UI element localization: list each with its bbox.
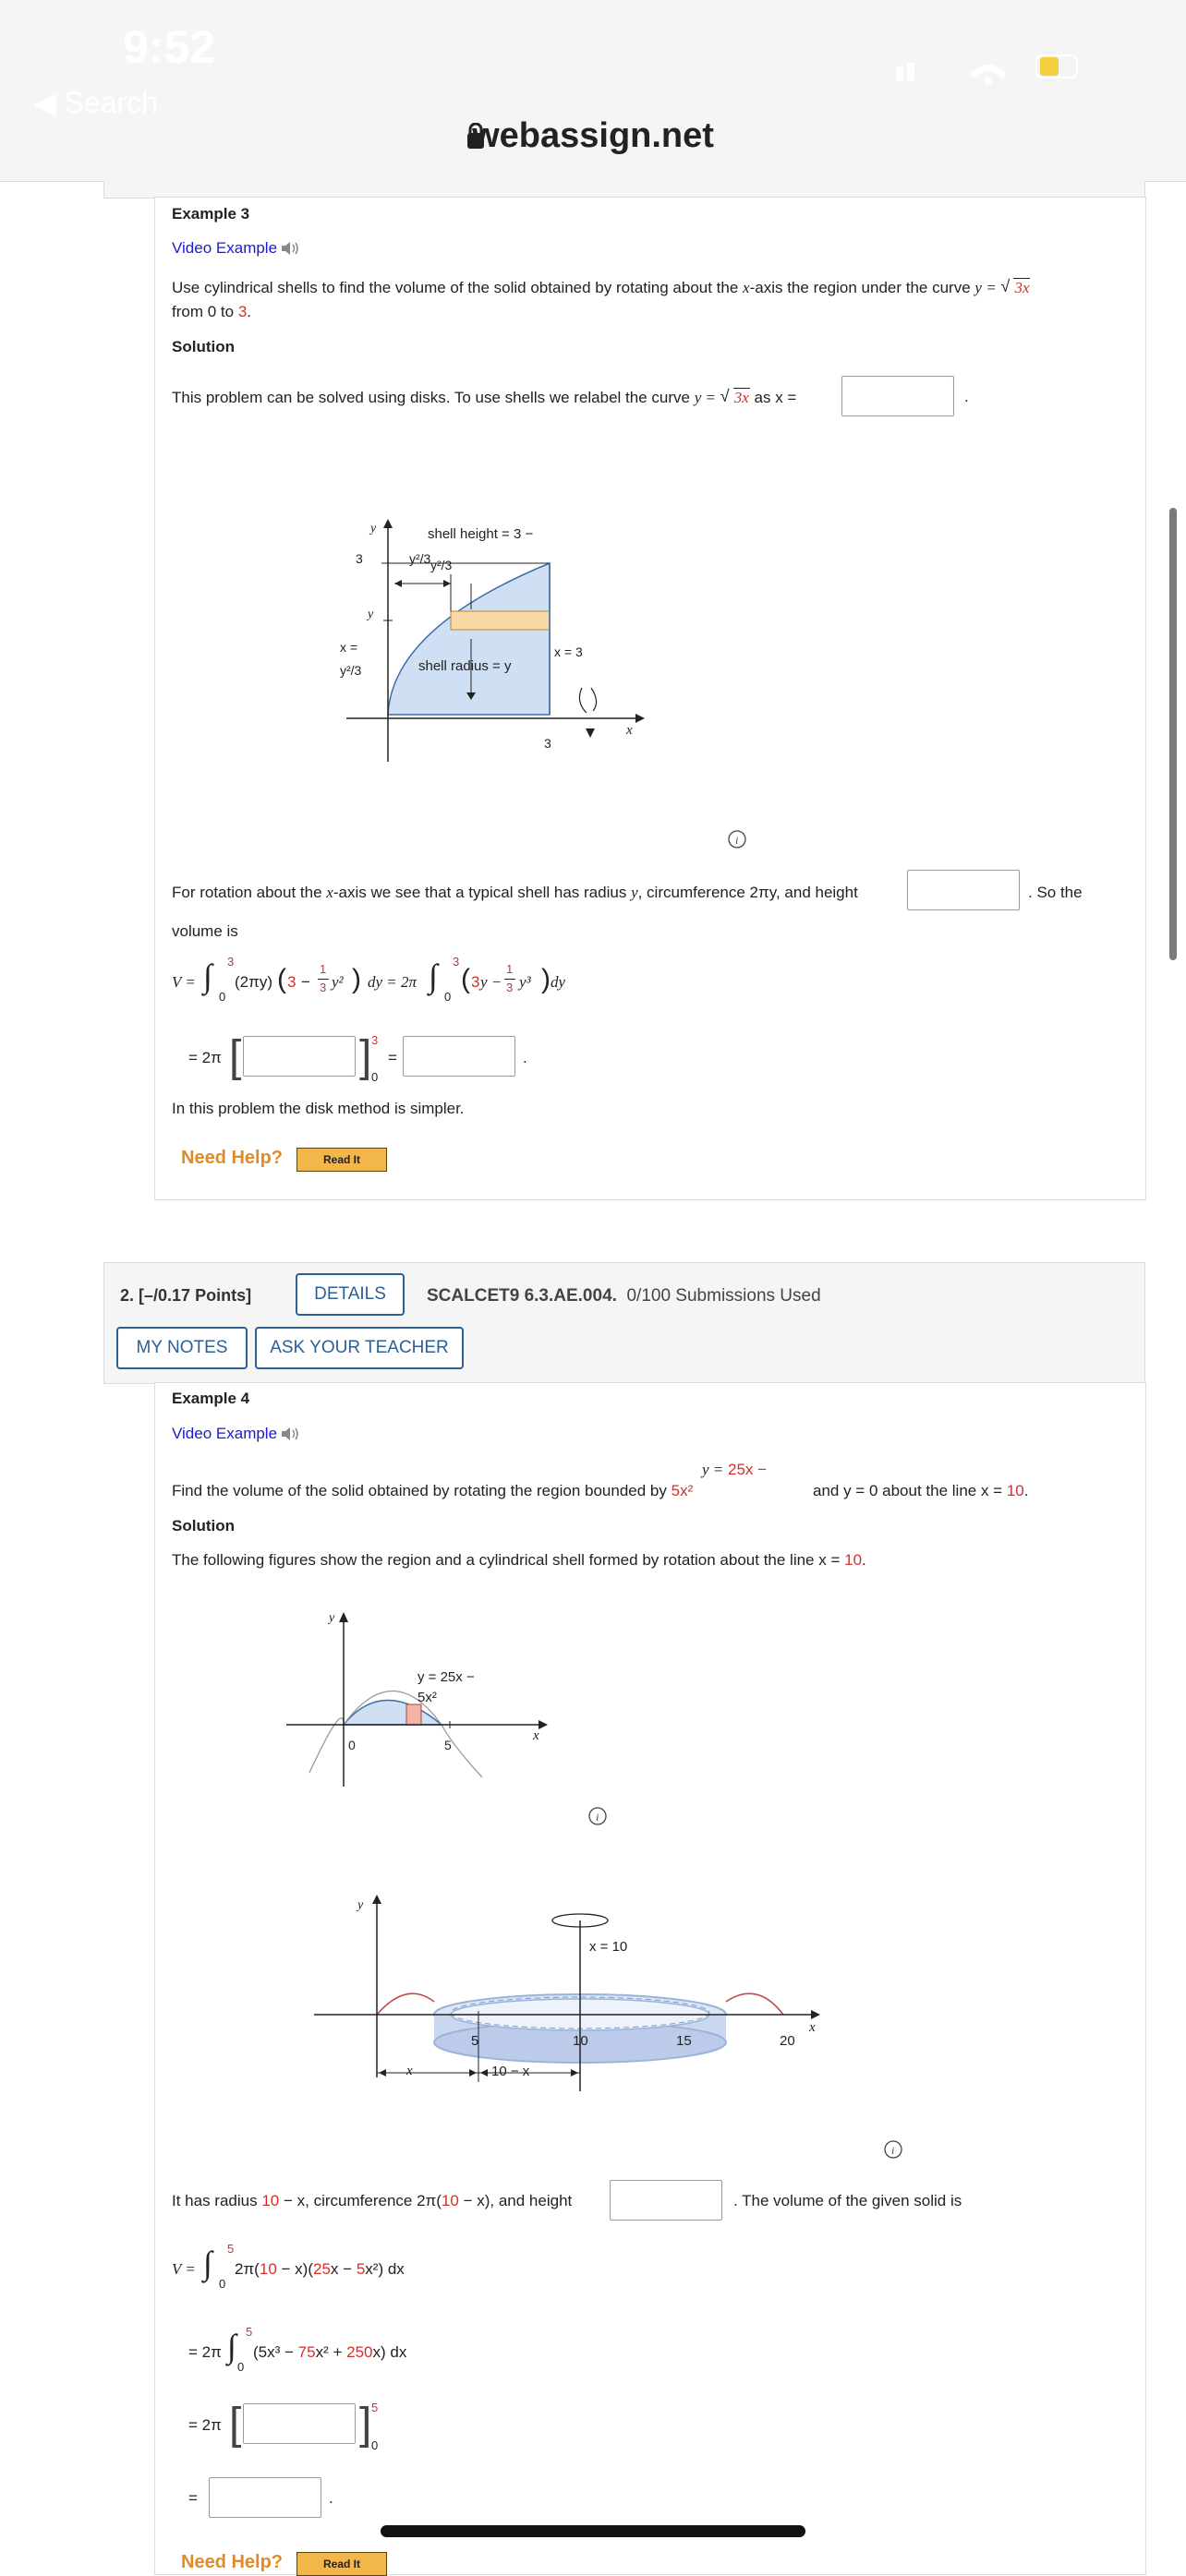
cylindrical-shell-figure xyxy=(305,1893,822,2105)
status-time: 9:52 xyxy=(123,21,216,73)
x-equals-value: y²/3 xyxy=(340,663,362,678)
fig4b-y-axis-label: y xyxy=(357,1898,364,1912)
svg-text:i: i xyxy=(735,834,739,847)
browser-status-bar xyxy=(0,0,1186,182)
answer-input-final-volume[interactable] xyxy=(209,2477,321,2518)
volume-integral-line1: V = ∫ 5 0 2π(10 − x)(25x − 5x²) dx xyxy=(172,2242,405,2291)
fig3-y-tick: y xyxy=(368,608,374,621)
fig4a-y-axis-label: y xyxy=(329,1611,335,1625)
shell-radius-label: shell radius = y xyxy=(418,658,512,674)
solution-heading: Solution xyxy=(172,338,235,355)
distance-label: 10 − x xyxy=(491,2064,530,2079)
status-icons xyxy=(896,54,1136,90)
eval-lower: 0 xyxy=(371,1070,379,1084)
integral-line1: V = ∫ 3 0 (2πy) ( 3 − 1 3 y² ) dy = 2π ∫ 3 0 ( 3 y − 1 3 y³ ) dy xyxy=(172,955,566,1004)
region-figure xyxy=(277,1607,554,1791)
answer-input-shell-height[interactable] xyxy=(907,870,1020,910)
page-url[interactable]: webassign.net xyxy=(472,116,714,155)
read-it-button[interactable]: Read It xyxy=(296,1148,387,1172)
example4-prompt-end: and y = 0 about the line x = 10. xyxy=(813,1482,1029,1499)
info-icon[interactable] xyxy=(883,2139,903,2160)
svg-text:i: i xyxy=(891,2144,895,2157)
fig4b-x-axis-label: x xyxy=(809,2020,816,2035)
info-icon[interactable] xyxy=(727,829,747,849)
shell-height-expression: y²/3 xyxy=(409,551,431,566)
example4-heading: Example 4 xyxy=(172,1390,250,1407)
x-equals-3-label: x = 3 xyxy=(554,644,583,659)
solution-heading-2: Solution xyxy=(172,1517,235,1535)
fig4b-tick-20: 20 xyxy=(780,2033,795,2049)
curve-expression-top: y = 25x − xyxy=(702,1461,768,1478)
small-y-label: y²/3 xyxy=(430,558,453,572)
radius-sentence: It has radius 10 − x, circumference 2π(10 − x), and height xyxy=(172,2192,573,2209)
speaker-icon[interactable] xyxy=(280,1425,302,1443)
read-it-button-2[interactable]: Read It xyxy=(296,2552,387,2576)
fig4b-tick-10: 10 xyxy=(573,2033,588,2049)
disk-sentence: This problem can be solved using disks. To use shells we relabel the curve y = √ 3x as x = xyxy=(172,387,797,406)
example3-prompt-line2: from 0 to 3. xyxy=(172,303,252,320)
back-to-search-link[interactable]: ◀ Search xyxy=(33,86,158,119)
fig4a-curve-label-2: 5x² xyxy=(418,1690,437,1705)
shell-height-label: shell height = 3 − xyxy=(428,526,534,542)
home-indicator[interactable] xyxy=(381,2525,805,2537)
axis-of-rotation-label: x = 10 xyxy=(589,1939,628,1955)
question-code-line: SCALCET9 6.3.AE.004. 0/100 Submissions Used xyxy=(427,1286,821,1306)
fig3-y-axis-label: y xyxy=(370,522,377,536)
example4-prompt: Find the volume of the solid obtained by rotating the region bounded by 5x² xyxy=(172,1482,694,1499)
fig3-x-axis-label: x xyxy=(626,723,633,738)
need-help-label: Need Help? xyxy=(181,1148,284,1168)
info-icon[interactable] xyxy=(587,1806,608,1826)
volume-eval-lower: 0 xyxy=(371,2438,379,2452)
volume-is-text: volume is xyxy=(172,922,238,940)
answer-input-antiderivative[interactable] xyxy=(243,1036,356,1077)
answer-input-volume[interactable] xyxy=(403,1036,515,1077)
volume-eval-upper: 5 xyxy=(371,2401,379,2414)
so-the-text: . So the xyxy=(1028,884,1083,901)
fig4b-tick-15: 15 xyxy=(676,2033,692,2049)
closing-sentence: In this problem the disk method is simpler. xyxy=(172,1100,465,1117)
answer-input-antiderivative-2[interactable] xyxy=(243,2403,356,2444)
shell-sentence: For rotation about the x-axis we see that a typical shell has radius y, circumference 2πy, and height xyxy=(172,884,858,901)
fig4a-x-axis-label: x xyxy=(533,1728,539,1743)
speaker-icon[interactable] xyxy=(280,239,302,258)
volume-integral-line2: = 2π ∫ 5 0 (5x³ − 75x² + 250x) dx xyxy=(188,2325,407,2374)
example3-heading: Example 3 xyxy=(172,205,250,223)
x-equals-label: x = xyxy=(340,640,358,655)
answer-input-height[interactable] xyxy=(610,2180,722,2221)
answer-input-x-equals[interactable] xyxy=(841,376,954,416)
scrollbar[interactable] xyxy=(1169,508,1177,960)
video-example-link-2[interactable]: Video Example xyxy=(172,1425,278,1442)
fig4a-tick-0: 0 xyxy=(348,1738,356,1752)
wifi-icon xyxy=(970,65,1007,78)
details-button[interactable]: DETAILS xyxy=(296,1273,405,1316)
question-number: 2. [–/0.17 Points] xyxy=(120,1286,252,1305)
fig3-tick-y3: 3 xyxy=(356,551,363,566)
shell-figure xyxy=(328,517,651,766)
radius-x-label: x xyxy=(406,2064,413,2078)
fig3-tick-x3: 3 xyxy=(544,736,551,751)
volume-eval-prefix: = 2π xyxy=(188,2416,222,2434)
my-notes-button[interactable]: MY NOTES xyxy=(116,1327,248,1369)
ask-teacher-button[interactable]: ASK YOUR TEACHER xyxy=(255,1327,464,1369)
fig4a-curve-label: y = 25x − xyxy=(418,1669,475,1685)
volume-given-text: . The volume of the given solid is xyxy=(733,2192,962,2209)
figures-sentence: The following figures show the region and a cylindrical shell formed by rotation about the line x = 10. xyxy=(172,1551,866,1569)
fig4a-tick-5: 5 xyxy=(444,1738,452,1752)
fig4b-tick-5: 5 xyxy=(471,2033,479,2049)
svg-text:i: i xyxy=(596,1811,599,1824)
eval-upper: 3 xyxy=(371,1033,379,1047)
eval-prefix: = 2π xyxy=(188,1049,222,1066)
video-example-link[interactable]: Video Example xyxy=(172,239,278,257)
example3-prompt: Use cylindrical shells to find the volume of the solid obtained by rotating about the x-axis the region under the curve y = √ 3x xyxy=(172,277,1030,296)
need-help-label-2: Need Help? xyxy=(181,2552,284,2572)
